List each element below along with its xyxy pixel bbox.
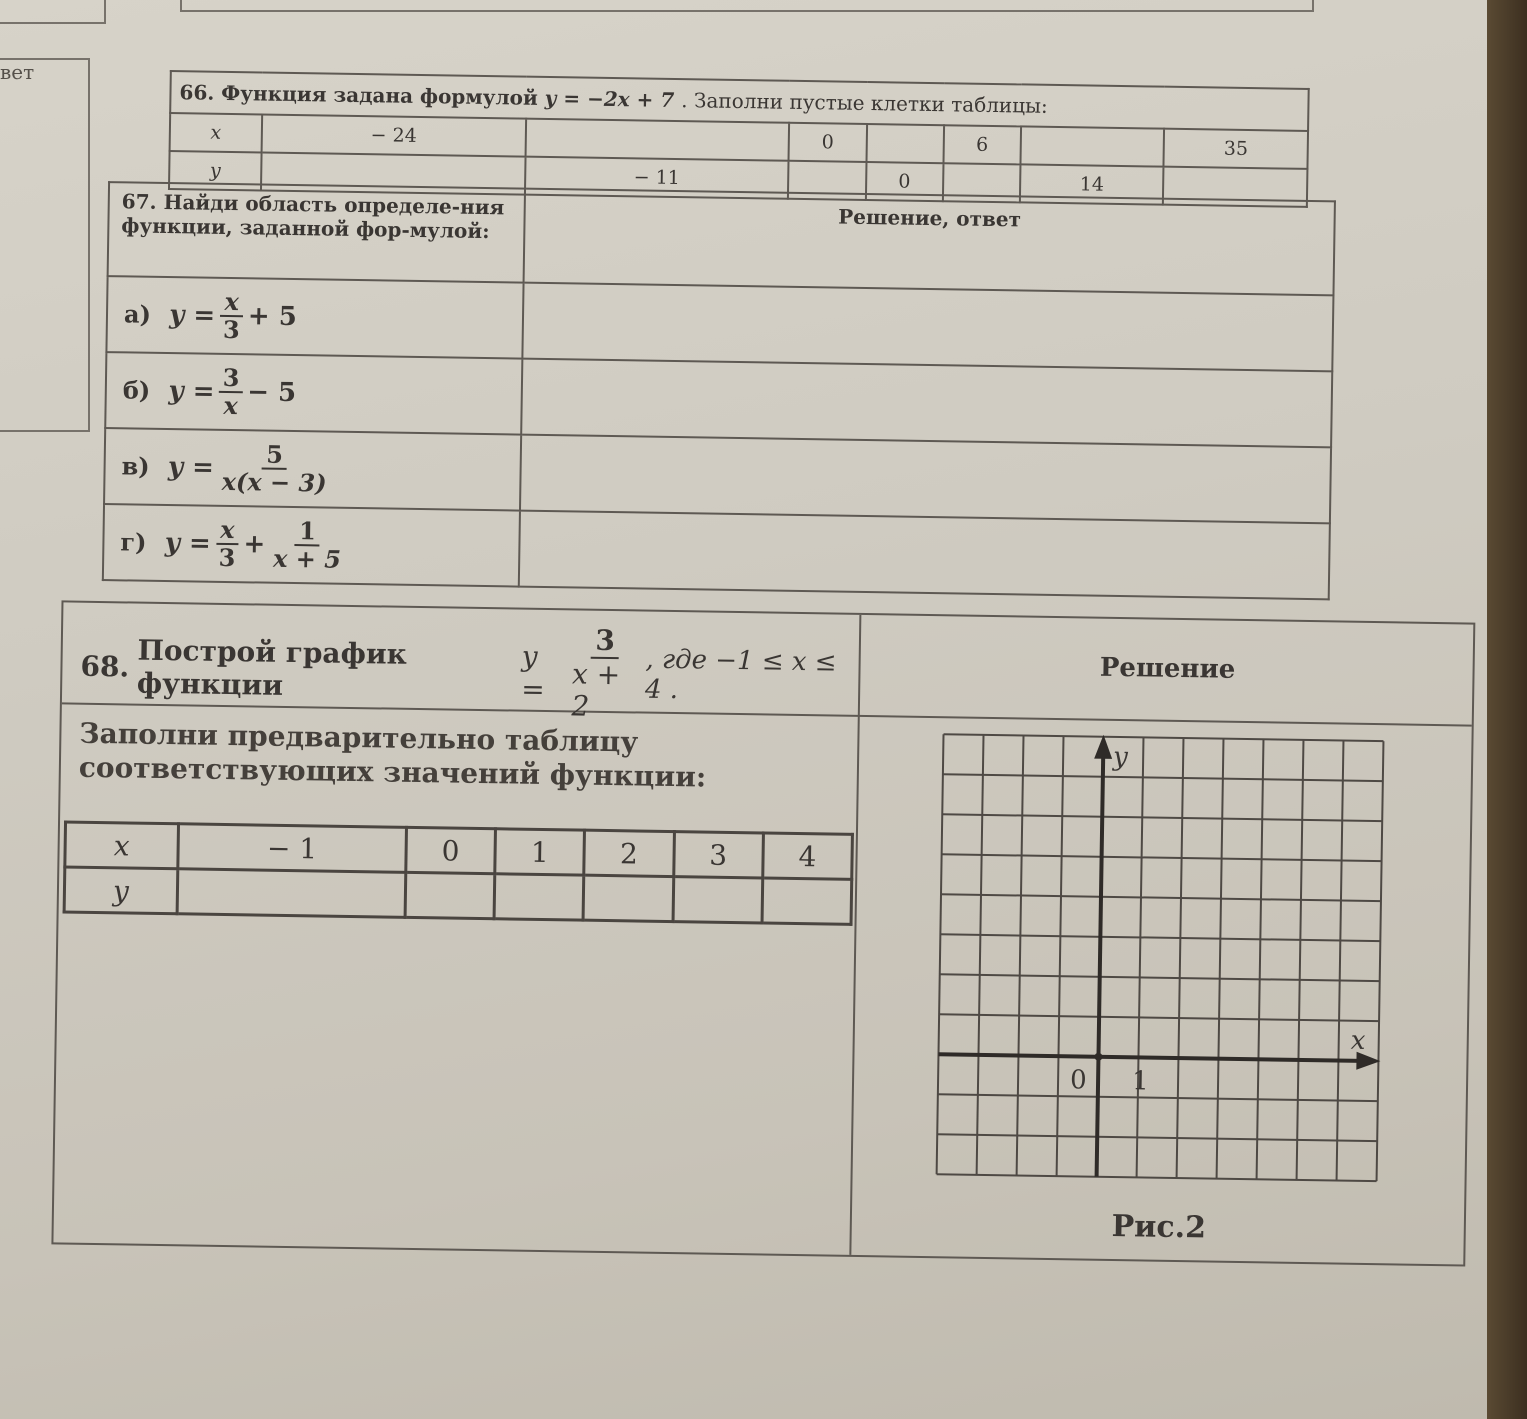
- grid-line-vertical: [1337, 741, 1344, 1181]
- task-67-formula-a: [106, 276, 523, 359]
- fraction-numerator: x: [220, 289, 243, 317]
- task-68-lhs: y =: [521, 639, 546, 707]
- exercise-sheet: [21, 60, 1490, 1283]
- grid-line-vertical: [1217, 739, 1224, 1179]
- previous-answer-label: вет: [0, 60, 35, 84]
- grid-line-vertical: [1137, 737, 1144, 1177]
- origin-label: 0: [1069, 1065, 1087, 1096]
- grid-line-horizontal: [940, 974, 1380, 981]
- coordinate-grid[interactable]: [930, 728, 1389, 1191]
- task-67-prompt: [108, 182, 525, 283]
- task-68-cell-x-6: 4: [762, 833, 852, 879]
- grid-line-vertical: [1377, 741, 1384, 1181]
- grid-line-vertical: [1257, 739, 1264, 1179]
- fraction-denominator: x + 5: [272, 543, 342, 574]
- task-68-solution-header: Решение: [1099, 652, 1236, 685]
- task-68-condition: , где −1 ≤ x ≤ 4 .: [644, 644, 837, 706]
- task-67-answer-b[interactable]: [521, 359, 1332, 448]
- task-66-number: 66.: [179, 80, 215, 105]
- grid-line-horizontal: [937, 1134, 1377, 1141]
- task-66-cell-x-1[interactable]: − 24: [262, 114, 526, 156]
- task-66-formula: y = −2x + 7: [544, 85, 675, 112]
- task-67-answer-c[interactable]: [520, 435, 1331, 524]
- grid-line-horizontal: [942, 814, 1382, 821]
- task-66-cell-x-6[interactable]: [1020, 126, 1164, 166]
- task-68-cell-y-2[interactable]: [405, 872, 495, 918]
- task-66-cell-x-2[interactable]: [525, 119, 789, 161]
- task-68-number: 68.: [80, 649, 130, 683]
- task-66-cell-y-4[interactable]: 0: [865, 162, 943, 201]
- task-68-cell-x-1: − 1: [178, 824, 407, 873]
- task-67-formula-c: [104, 428, 521, 511]
- task-67-letter-c: в): [121, 451, 150, 481]
- grid-line-vertical: [1177, 738, 1184, 1178]
- fraction-denominator: x: [223, 390, 239, 421]
- grid-line-vertical: [977, 735, 984, 1175]
- task-67-plus-d: +: [243, 529, 266, 560]
- task-68-cell-x-4: 2: [584, 830, 674, 876]
- task-67-lhs-b: y =: [168, 376, 215, 407]
- task-67-fraction-d-1: [214, 514, 240, 573]
- task-68-fill-instruction: Заполни предварительно таблицу соответствующих значений функции:: [78, 716, 707, 794]
- task-66-text-before: Функция задана формулой: [221, 80, 539, 110]
- task-67-lhs-d: y =: [164, 528, 212, 559]
- previous-section-box: [0, 0, 106, 24]
- grid-line-horizontal: [942, 854, 1382, 861]
- task-66-cell-y-2[interactable]: − 11: [525, 157, 789, 199]
- desk-edge: [1487, 0, 1527, 1419]
- unit-label: 1: [1131, 1066, 1149, 1097]
- task-67-table: [102, 181, 1336, 600]
- grid-line-horizontal: [938, 1094, 1378, 1101]
- task-66-cell-x-7[interactable]: 35: [1164, 129, 1308, 169]
- fraction-numerator: x: [216, 517, 239, 545]
- task-68-cell-y-4[interactable]: [583, 875, 673, 921]
- fraction-numerator: 1: [295, 518, 320, 546]
- task-67-letter-b: б): [122, 375, 151, 405]
- task-67-lhs-a: y =: [169, 300, 216, 331]
- task-66-text-after: . Заполни пустые клетки таблицы:: [681, 88, 1048, 118]
- coordinate-grid-svg[interactable]: [931, 728, 1390, 1187]
- task-66-cell-x-3[interactable]: 0: [789, 123, 867, 162]
- task-67-rest-a: + 5: [247, 301, 298, 333]
- fraction-numerator: 3: [591, 625, 619, 659]
- grid-line-horizontal: [941, 894, 1381, 901]
- fraction-numerator: 5: [262, 442, 287, 470]
- grid-line-horizontal: [940, 934, 1380, 941]
- x-axis: [938, 1054, 1368, 1061]
- task-68-vertical-divider: [849, 615, 861, 1255]
- grid-line-vertical: [1297, 740, 1304, 1180]
- figure-label: Рис.2: [1111, 1208, 1207, 1246]
- grid-line-horizontal: [943, 774, 1383, 781]
- task-67-answer-d[interactable]: [519, 511, 1330, 600]
- previous-section-box-2: [180, 0, 1314, 12]
- task-67-formula-b: [105, 352, 522, 435]
- grid-line-horizontal: [937, 1174, 1377, 1181]
- grid-line-horizontal: [939, 1014, 1379, 1021]
- y-axis: [1097, 749, 1104, 1177]
- x-axis-label: x: [1350, 1025, 1366, 1056]
- task-66-header-y: y: [169, 151, 262, 190]
- fraction-denominator: x(x − 3): [221, 466, 327, 498]
- task-67-fraction-a: [219, 286, 245, 345]
- task-66-cell-x-5[interactable]: 6: [943, 125, 1021, 164]
- task-68-cell-x-5: 3: [673, 832, 763, 878]
- fraction-denominator: x + 2: [571, 657, 621, 723]
- task-68-cell-x-3: 1: [495, 829, 585, 875]
- grid-line-vertical: [937, 734, 944, 1174]
- task-67-fraction-d-2: [269, 518, 346, 573]
- task-67-fraction-c: [218, 441, 332, 497]
- task-68-cell-y-1[interactable]: [177, 869, 406, 918]
- origin-point: [1094, 1053, 1102, 1061]
- task-67-fraction-b: [218, 362, 244, 421]
- task-66-cell-y-6[interactable]: 14: [1020, 164, 1164, 204]
- task-68-fraction: [567, 624, 642, 723]
- fraction-denominator: 3: [218, 542, 236, 573]
- task-68-cell-y-3[interactable]: [494, 874, 584, 920]
- task-67-prompt-text: Найди область определе-ния функции, заданной фор-мулой:: [121, 189, 505, 244]
- task-66-cell-x-4[interactable]: [866, 124, 944, 163]
- y-axis-label: y: [1112, 741, 1129, 773]
- grid-line-vertical: [1017, 736, 1024, 1176]
- task-68-cell-y-5[interactable]: [673, 877, 763, 923]
- task-67-rest-b: − 5: [246, 377, 297, 409]
- fraction-denominator: 3: [222, 314, 240, 345]
- grid-line-horizontal: [944, 734, 1384, 741]
- task-68-statement: [80, 617, 851, 727]
- task-67-solution-header: Решение, ответ: [524, 189, 1335, 296]
- y-axis-arrow-icon: [1094, 735, 1112, 759]
- task-67-formula-d: [103, 504, 520, 587]
- task-67-letter-a: а): [123, 299, 152, 329]
- task-67-answer-a[interactable]: [522, 283, 1333, 372]
- task-67-lhs-c: y =: [167, 452, 215, 483]
- task-68-values-table: [63, 820, 854, 925]
- task-66-header-x: x: [170, 113, 263, 152]
- task-68-cell-x-2: 0: [406, 827, 496, 873]
- fraction-numerator: 3: [218, 365, 243, 393]
- task-68-text: Построй график функции: [136, 633, 408, 702]
- grid-line-vertical: [1057, 736, 1064, 1176]
- task-68-header-x: x: [65, 822, 179, 869]
- task-68-header-y: y: [64, 867, 178, 914]
- task-67-letter-d: г): [120, 527, 147, 557]
- task-68-box: [51, 600, 1475, 1266]
- task-67-number: 67.: [121, 189, 157, 214]
- task-68-cell-y-6[interactable]: [762, 878, 852, 924]
